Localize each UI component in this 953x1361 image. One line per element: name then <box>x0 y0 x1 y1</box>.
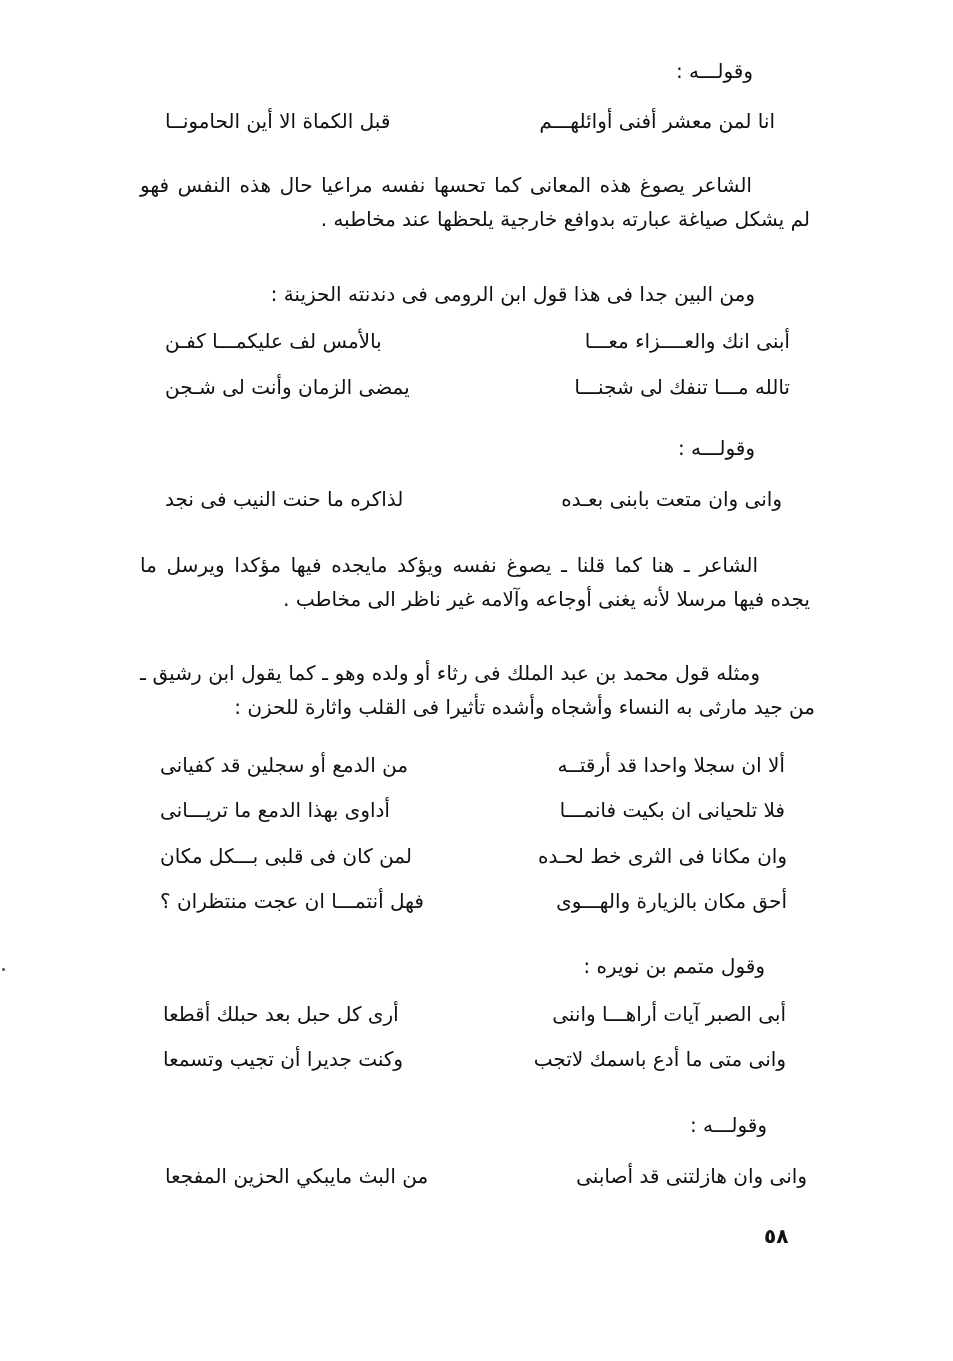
verse-3-first-hemistich: وانى وان متعت بابنى بعـده <box>561 487 782 511</box>
paragraph-1: الشاعر يصوغ هذه المعانى كما تحسها نفسه مراعيا حال هذه النفس فهو لم يشكل صياغة عبارته بدوافع خارجية يلحظها عند مخاطبه . <box>140 173 810 231</box>
verse-2a-second-hemistich: بالأمس لف عليكمـــا كفـن <box>165 329 382 353</box>
verse-4c-first-hemistich: وان مكانا فى الثرى خط لحـده <box>538 844 787 868</box>
verse-4d-first-hemistich: أحق مكان بالزيارة والهـــوى <box>556 889 787 913</box>
verse-2b-second-hemistich: يمضى الزمان وأنت لى شـجن <box>165 375 410 399</box>
verse-4a-first-hemistich: ألا ان سجلا واحدا قد أرقتــه <box>557 753 785 777</box>
scan-speck <box>2 968 5 971</box>
verse-5b-second-hemistich: وكنت جديرا أن تجيب وتسمعا <box>163 1047 404 1071</box>
verse-5a <box>148 999 786 1029</box>
verse-1 <box>150 106 775 136</box>
verse-4c-second-hemistich: لمن كان فى قلبى بـــكل مكان <box>160 844 412 868</box>
verse-5b <box>148 1044 786 1074</box>
heading-qawluh-3: وقولـــه : <box>689 1113 767 1137</box>
verse-2b <box>150 372 790 402</box>
verse-1-first-hemistich: انا لمن معشر أفنى أوائلهـــم <box>539 109 775 133</box>
verse-2a-first-hemistich: أبنى انك والعــــزاء معـــا <box>584 329 790 353</box>
verse-6-second-hemistich: من البث مايبكي الحزين المفجعا <box>165 1164 429 1188</box>
verse-4d <box>145 886 787 916</box>
verse-5b-first-hemistich: وانى متى ما أدع باسمك لاتجب <box>533 1047 786 1071</box>
verse-5a-first-hemistich: أبى الصبر آيات أراهـــا واننى <box>552 1002 786 1026</box>
verse-5a-second-hemistich: أرى كل حبل بعد حبلك أقطعا <box>163 1002 399 1026</box>
verse-6 <box>150 1161 807 1191</box>
verse-4b-second-hemistich: أداوى بهذا الدمع ما تريـــانى <box>160 798 390 822</box>
verse-6-first-hemistich: وانى وان هازلتنى قد أصابنى <box>576 1164 807 1188</box>
verse-4c <box>145 841 787 871</box>
paragraph-3: الشاعر ـ هنا كما قلنا ـ يصوغ نفسه ويؤكد مايجده فيها مؤكدا ويرسل ما يجده فيها مرسلا لأنه يغنى أوجاعه وآلامه غير ناظر الى مخاطب . <box>140 553 810 611</box>
heading-mutammim: وقول متمم بن نويره : <box>583 954 765 978</box>
heading-qawluh-1: وقولـــه : <box>675 59 753 83</box>
verse-4b <box>145 795 785 825</box>
verse-2b-first-hemistich: تالله مـــا تنفك لى شجنـــا <box>574 375 790 399</box>
verse-2a <box>150 326 790 356</box>
heading-qawluh-2: وقولـــه : <box>677 436 755 460</box>
verse-4b-first-hemistich: فلا تلحيانى ان بكيت فانمـــا <box>559 798 785 822</box>
page-number: ٥٨ <box>764 1224 789 1248</box>
paragraph-4: ومثله قول محمد بن عبد الملك فى رثاء أو ولده وهو ـ كما يقول ابن رشيق ـ من جيد مارثى به النساء وأشجاه وأشده تأثيرا فى القلب واثارة للحزن : <box>140 661 815 719</box>
verse-4d-second-hemistich: فهل أنتمـــا ان عجت منتظران ؟ <box>160 889 424 913</box>
verse-4a <box>145 750 785 780</box>
paragraph-2: ومن البين جدا فى هذا قول ابن الرومى فى دندنته الحزينة : <box>270 282 755 306</box>
verse-3-second-hemistich: لذاكره ما حنت النيب فى نجد <box>165 487 404 511</box>
verse-3 <box>150 484 782 514</box>
verse-1-second-hemistich: قبل الكماة الا أين الحامونــا <box>165 109 391 133</box>
verse-4a-second-hemistich: من الدمع أو سجلين قد كفيانى <box>160 753 409 777</box>
